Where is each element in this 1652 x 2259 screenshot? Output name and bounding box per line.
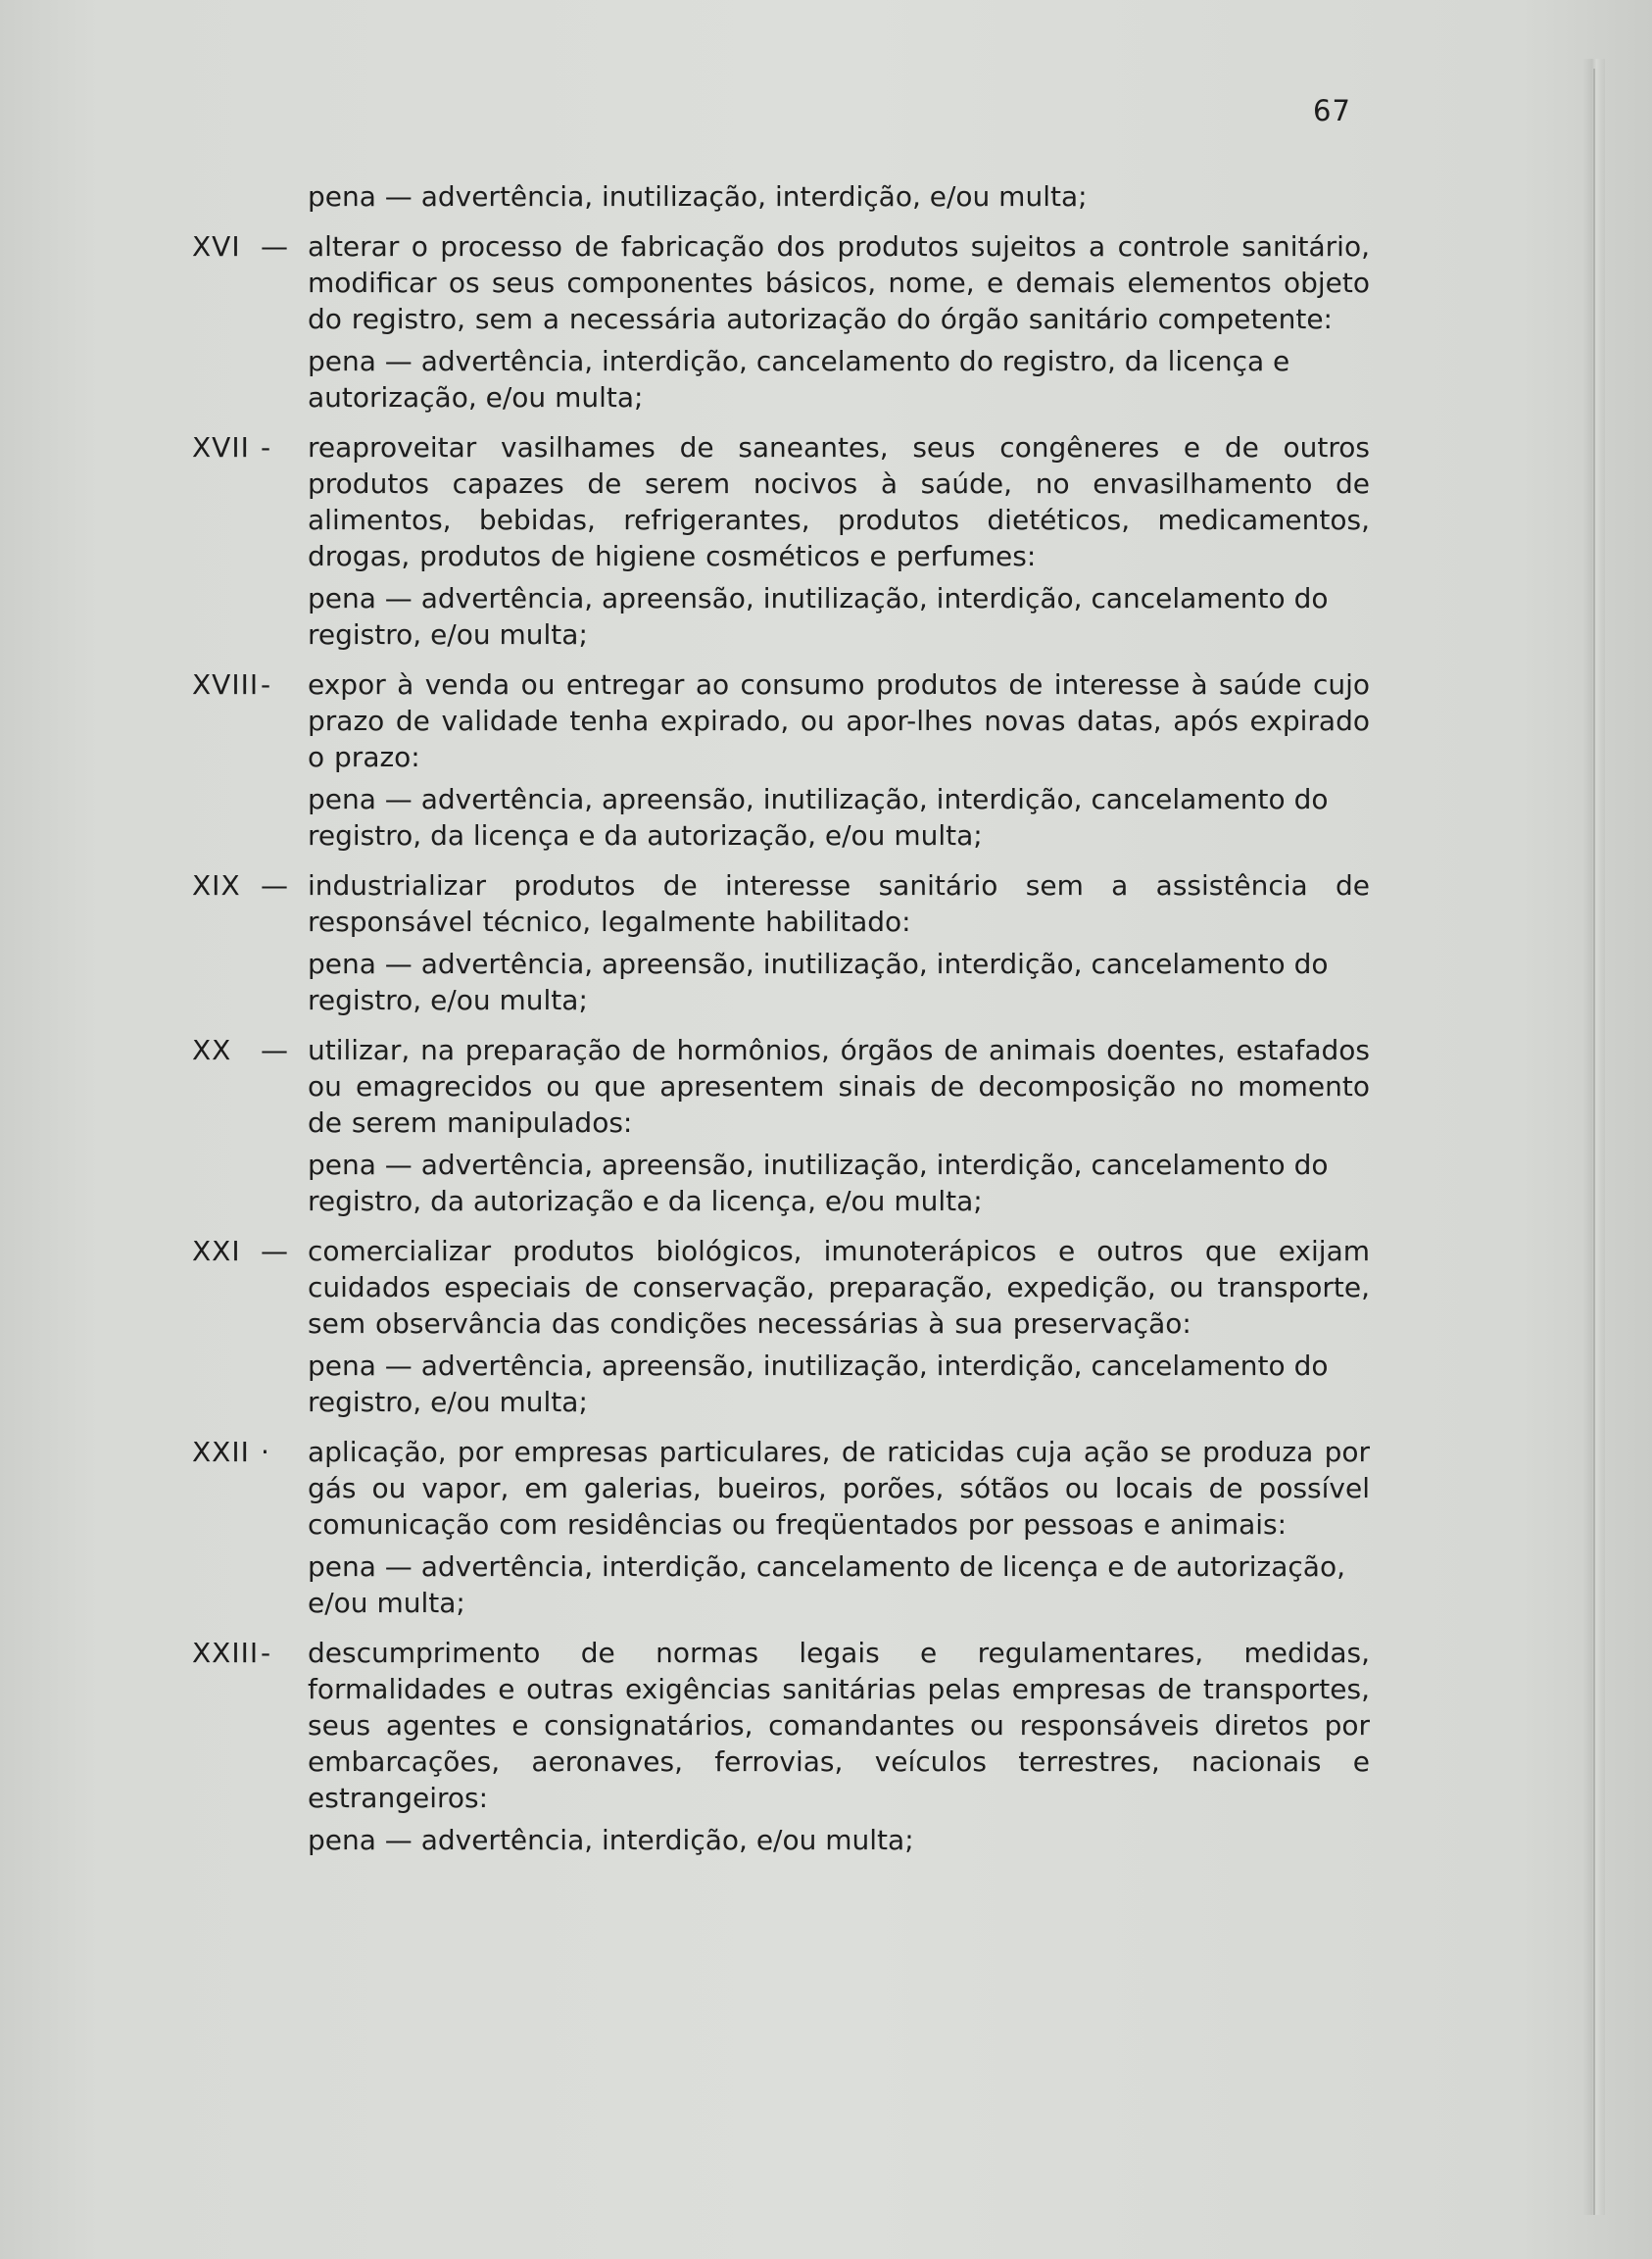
item-separator: · bbox=[261, 1436, 269, 1468]
item-row bbox=[192, 1635, 1370, 1816]
item-separator: - bbox=[261, 668, 271, 701]
item-text: aplicação, por empresas particulares, de raticidas cuja ação se produza por gás ou vapor, em galerias, bueiros, porões, sótãos ou locais de possível comunicação com residências ou freqüentados por pessoas e animais: bbox=[308, 1436, 1370, 1541]
item-number: XX bbox=[192, 1034, 232, 1066]
article-item bbox=[192, 666, 1370, 854]
penalty-line: pena — advertência, apreensão, inutilização, interdição, cancelamento do registro, da autorização e da licença, e/ou multa; bbox=[308, 1149, 1329, 1217]
item-text: expor à venda ou entregar ao consumo produtos de interesse à saúde cujo prazo de validade tenha expirado, ou apor-lhes novas datas, após expirado o prazo: bbox=[308, 668, 1370, 773]
penalty-line: pena — advertência, apreensão, inutilização, interdição, cancelamento do registro, e/ou multa; bbox=[308, 582, 1329, 651]
penalty-line: pena — advertência, apreensão, inutilização, interdição, cancelamento do registro, da licença e da autorização, e/ou multa; bbox=[308, 783, 1329, 852]
item-number: XVIII bbox=[192, 668, 260, 701]
item-text: descumprimento de normas legais e regulamentares, medidas, formalidades e outras exigências sanitárias pelas empresas de transportes, seus agentes e consignatários, comandantes ou responsáveis diretos por embarcações, aeronaves, ferrovias, veículos terrestres, nacionais e estrangeiros: bbox=[308, 1637, 1370, 1814]
article-item bbox=[192, 867, 1370, 1018]
page-number: 67 bbox=[1313, 94, 1351, 127]
item-row bbox=[192, 1032, 1370, 1141]
item-row bbox=[192, 1434, 1370, 1543]
article-item bbox=[192, 1032, 1370, 1219]
item-separator: - bbox=[261, 431, 271, 464]
item-text: industrializar produtos de interesse sanitário sem a assistência de responsável técnico, legalmente habilitado: bbox=[308, 869, 1370, 938]
item-separator: - bbox=[261, 1637, 271, 1669]
penalty-line: pena — advertência, apreensão, inutilização, interdição, cancelamento do registro, e/ou multa; bbox=[308, 948, 1329, 1016]
item-number: XXII bbox=[192, 1436, 250, 1468]
item-text: reaproveitar vasilhames de saneantes, seus congêneres e de outros produtos capazes de serem nocivos à saúde, no envasilhamento de alimentos, bebidas, refrigerantes, produtos dietéticos, medicamentos, drogas, produtos de higiene cosméticos e perfumes: bbox=[308, 431, 1370, 572]
item-number: XXI bbox=[192, 1235, 241, 1267]
penalty-line: pena — advertência, interdição, e/ou multa; bbox=[308, 1824, 914, 1856]
item-separator: — bbox=[261, 1235, 288, 1267]
item-row bbox=[192, 867, 1370, 940]
item-text: utilizar, na preparação de hormônios, órgãos de animais doentes, estafados ou emagrecidos ou que apresentem sinais de decomposição no momento de serem manipulados: bbox=[308, 1034, 1370, 1139]
penalty-line: pena — advertência, interdição, cancelamento do registro, da licença e autorização, e/ou multa; bbox=[308, 345, 1290, 414]
item-separator: — bbox=[261, 230, 288, 263]
item-number: XVII bbox=[192, 431, 250, 464]
item-number: XXIII bbox=[192, 1637, 260, 1669]
item-text: alterar o processo de fabricação dos produtos sujeitos a controle sanitário, modificar os seus componentes básicos, nome, e demais elementos objeto do registro, sem a necessária autorização do órgão sanitário competente: bbox=[308, 230, 1370, 335]
item-number: XIX bbox=[192, 869, 241, 902]
item-row bbox=[192, 429, 1370, 574]
article-item bbox=[192, 228, 1370, 416]
article-item bbox=[192, 429, 1370, 653]
penalty-line: pena — advertência, apreensão, inutilização, interdição, cancelamento do registro, e/ou multa; bbox=[308, 1350, 1329, 1418]
penalty-line: pena — advertência, interdição, cancelamento de licença e de autorização, e/ou multa; bbox=[308, 1550, 1345, 1619]
document-body bbox=[192, 178, 1370, 1872]
article-item bbox=[192, 1233, 1370, 1420]
article-item bbox=[192, 1635, 1370, 1858]
item-row bbox=[192, 666, 1370, 775]
penalty-line: pena — advertência, inutilização, interdição, e/ou multa; bbox=[308, 180, 1088, 213]
article-item bbox=[192, 1434, 1370, 1621]
item-row bbox=[192, 228, 1370, 337]
item-separator: — bbox=[261, 1034, 288, 1066]
item-separator: — bbox=[261, 869, 288, 902]
item-text: comercializar produtos biológicos, imunoterápicos e outros que exijam cuidados especiais de conservação, preparação, expedição, ou transporte, sem observância das condições necessárias à sua preservação: bbox=[308, 1235, 1370, 1340]
item-number: XVI bbox=[192, 230, 241, 263]
page-edge-line bbox=[1593, 69, 1595, 2215]
item-row bbox=[192, 1233, 1370, 1342]
